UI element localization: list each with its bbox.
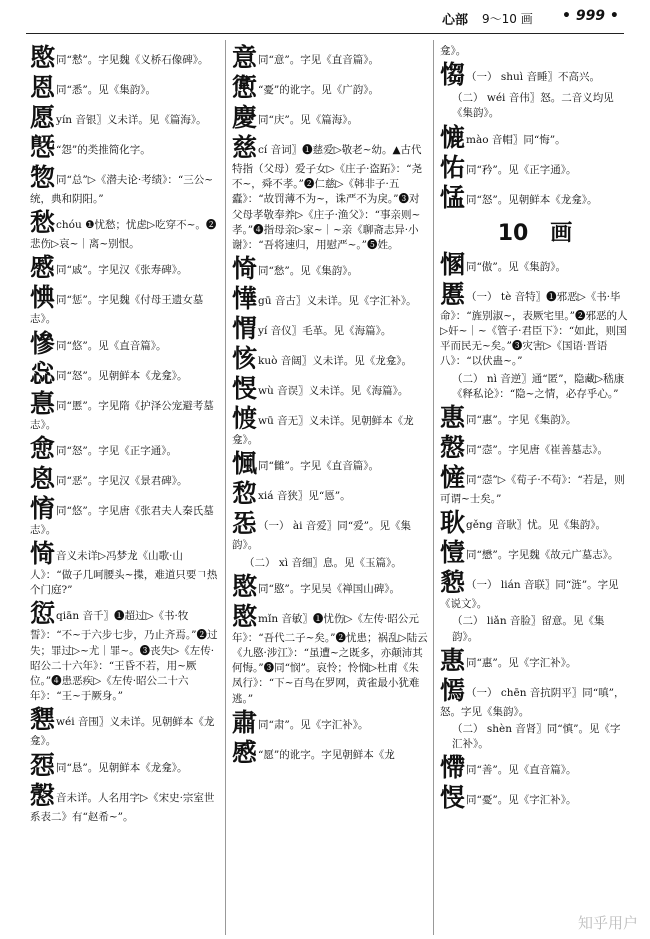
entry-sense: （二） nì 音逆〗通“匿”，隐藏▷嵇康《释私论》：“隐~之情，必存乎心。” <box>452 372 625 400</box>
definition: 同“慭”。字见魏《义桥石像碑》。 <box>56 54 209 66</box>
dictionary-entry <box>232 285 428 313</box>
definition: （一） chēn 音抗阴平〗同“嗔”，怒。字见《集韵》。 <box>440 686 625 718</box>
definition: 同“矜”。见《正字通》。 <box>466 163 577 176</box>
dictionary-entry <box>440 281 630 370</box>
dictionary-entry <box>440 569 630 612</box>
dictionary-entry <box>30 435 220 463</box>
dictionary-entry <box>30 330 220 358</box>
headword: 慶 <box>232 103 258 132</box>
definition: （一） shuì 音睡〗不高兴。 <box>466 71 600 84</box>
headword: 㥜 <box>232 314 258 344</box>
dictionary-entry <box>440 404 630 432</box>
column-3 <box>440 44 630 814</box>
definition: 同“惠”。字见《集韵》。 <box>466 414 577 427</box>
definition: 同“总”▷《潜夫论·考绩》：“三公~统，典和阴阳。” <box>30 174 214 205</box>
headword: 慝 <box>440 279 466 309</box>
headword: 惠 <box>440 645 466 675</box>
definition: cí 音词〗❶慈爱▷敬老~幼。▲古代特指（父母）爱子女▷《庄子·盗跖》：“尧不~，舜不孝。”❷仁慈▷《韩非子·五蠹》：“故罚薄不为~，诛严不为戾。”❸对父母孝敬奉养▷《庄子·渔父》：“事亲则~孝。”❹指母亲▷家~｜~亲《聊斋志异·小谢》：“吾将速归，用慰严~。”❺姓。 <box>232 144 423 252</box>
dictionary-entry <box>30 254 220 282</box>
definition: wù 音误〗义未详。见《海篇》。 <box>258 385 409 398</box>
headword: 㦝 <box>440 568 466 598</box>
page-header <box>0 0 650 38</box>
dictionary-entry <box>232 255 428 283</box>
definition: 同“肃”。见《字汇补》。 <box>258 718 369 731</box>
dictionary-entry <box>30 209 220 252</box>
dictionary-entry <box>232 603 428 707</box>
headword: 慘 <box>30 328 56 358</box>
definition: 同“恶”。字见汉《景君碑》。 <box>56 474 188 487</box>
definition: yí 音仪〗毛革。见《海篇》。 <box>258 325 392 338</box>
definition: 同“傲”。见《集韵》。 <box>466 260 567 273</box>
dictionary-entry <box>440 509 630 537</box>
definition: 同“悫”▷《荀子·不苟》：“若是，则可谓~士矣。” <box>440 474 625 506</box>
stroke-section-title: 10 画 <box>497 220 573 246</box>
definition: “憂”的讹字。见《广韵》。 <box>258 84 380 96</box>
definition: 同“憂”。见《字汇补》。 <box>466 794 577 807</box>
definition: 同“戚”。字见汉《张寿碑》。 <box>56 264 188 277</box>
dictionary-entry <box>30 104 220 132</box>
definition: gěng 音耿〗忧。见《集韵》。 <box>466 519 607 532</box>
definition: 音未详。人名用字▷《宋史·宗室世系表二》有“赵希~”。 <box>30 791 215 823</box>
dictionary-entry <box>30 782 220 825</box>
dictionary-entry <box>232 450 428 478</box>
headword: 恩 <box>30 73 56 102</box>
dictionary-entry <box>232 345 428 373</box>
definition: wū 音无〗义未详。见朝鲜本《龙龛》。 <box>232 415 414 447</box>
definition: （一） ài 音爱〗同“爱”。见《集韵》。 <box>232 520 412 552</box>
dictionary-entry <box>440 754 630 782</box>
column-divider <box>225 40 226 935</box>
dictionary-entry <box>232 405 428 448</box>
dictionary-entry <box>232 709 428 737</box>
definition: 同“意”。字见《直音篇》。 <box>258 54 380 66</box>
headword: 㦃 <box>440 463 466 493</box>
headword: 㦊 <box>232 284 258 314</box>
headword: 㥗 <box>440 783 466 813</box>
definition: （一） lián 音联〗同“涟”。字见《说文》。 <box>440 579 619 611</box>
headword: 𢜬 <box>232 404 258 434</box>
dictionary-entry <box>30 706 220 749</box>
definition: chóu ❶忧愁；忧虑▷吃穿不~。❷悲伤▷哀~｜离~别恨。 <box>30 219 217 251</box>
headword: 㥔 <box>30 493 56 523</box>
entry-continuation: 龛》。 <box>440 45 467 57</box>
dictionary-entry <box>232 44 428 72</box>
dictionary-entry <box>440 784 630 812</box>
entry-sense: （二） wéi 音伟〗怒。二音义均见《集韵》。 <box>452 92 614 120</box>
dictionary-entry <box>232 315 428 343</box>
entry-sense: （二） xì 音细〗息。见《玉篇》。 <box>244 556 402 569</box>
dictionary-entry <box>30 540 220 598</box>
definition: “愿”的讹字。字见朝鲜本《龙 <box>258 748 395 761</box>
dictionary-entry <box>30 600 220 704</box>
headword: 㥗 <box>232 374 258 404</box>
headword: 㥵 <box>440 249 466 279</box>
dictionary-entry <box>440 647 630 675</box>
definition: mǐn 音敏〗❶忧伤▷《左传·昭公元年》：“吾代二子~矣。”❷忧患；祸乱▷陆云《九愍·涉江》：“虽遭~之既多，亦颠沛其何悔。”❸同“悯”。哀怜；怜悯▷杜甫《朱凤行》：“下~百鸟在罗网，黄雀最小犹难逃。” <box>232 612 428 705</box>
dictionary-entry <box>30 74 220 102</box>
definition: 音义未详▷冯梦龙《山歌·山人》：“做子几呵腰头~揲，难道只要𠃍热个门庭?” <box>30 550 218 597</box>
headword: 𢡱 <box>30 780 56 810</box>
stroke-range: 9～10 画 <box>482 12 533 26</box>
headword: 㥼 <box>440 675 466 705</box>
column-divider <box>433 40 434 935</box>
dictionary-entry <box>30 164 220 207</box>
definition: mào 音帽〗同“悔”。 <box>466 133 566 146</box>
dictionary-entry <box>440 184 630 212</box>
dictionary-entry <box>30 390 220 433</box>
dictionary-entry <box>232 134 428 253</box>
dictionary-entry <box>30 495 220 538</box>
entry-sense: （二） shèn 音肾〗同“慎”。见《字汇补》。 <box>452 723 621 751</box>
dictionary-entry <box>232 104 428 132</box>
definition: 同“惠”。见《字汇补》。 <box>466 656 577 669</box>
definition: yín 音银〗义未详。见《篇海》。 <box>56 114 207 126</box>
dictionary-entry <box>232 74 428 102</box>
headword: 惠 <box>440 403 466 433</box>
headword: 㦟 <box>30 705 56 735</box>
definition: 同“恳”。见朝鲜本《龙龛》。 <box>56 761 188 774</box>
headword: 𢟪 <box>30 133 56 162</box>
definition: 同“怒”。字见《正字通》。 <box>56 444 178 457</box>
headword: 㥓 <box>232 254 258 284</box>
headword: 㥻 <box>232 737 258 767</box>
definition: wéi 音围〗义未详。见朝鲜本《龙龛》。 <box>30 716 215 748</box>
column-1 <box>30 44 220 827</box>
definition: 同“怒”。见朝鲜本《龙龛》。 <box>56 369 188 382</box>
dictionary-entry <box>30 134 220 162</box>
header-rule <box>26 33 624 34</box>
definition: 同“慝”。字见隋《护泽公宠避考墓志》。 <box>30 399 214 431</box>
dictionary-entry <box>232 573 428 601</box>
definition: 同“懋”。字见魏《故元广墓志》。 <box>466 549 619 562</box>
headword: 愍 <box>232 601 258 631</box>
dictionary-entry <box>440 124 630 152</box>
entry-sense: （二） liǎn 音脸〗留意。见《集韵》。 <box>452 615 605 643</box>
definition: 同“善”。见《直音篇》。 <box>466 764 577 777</box>
dictionary-entry <box>440 251 630 279</box>
dictionary-entry <box>30 752 220 780</box>
dictionary-entry <box>440 539 630 567</box>
headword: 𢛴 <box>440 182 466 212</box>
headword: 惣 <box>30 163 56 192</box>
definition: 同“悫”。字见唐《崔善墓志》。 <box>466 444 609 457</box>
dictionary-entry <box>440 677 630 720</box>
dictionary-entry <box>30 284 220 327</box>
dictionary-entry <box>232 739 428 767</box>
definition: 同“悠”。字见唐《张君夫人秦氏墓志》。 <box>30 504 214 536</box>
headword: 㥐 <box>30 433 56 463</box>
headword: 肅 <box>232 707 258 737</box>
headword: 慤 <box>440 433 466 463</box>
headword: 㥓 <box>30 539 56 569</box>
definition: 同“愁”。见《集韵》。 <box>258 265 359 278</box>
headword: 愍 <box>232 571 258 601</box>
headword: 𢞁 <box>232 449 258 479</box>
dictionary-entry <box>440 464 630 507</box>
headword: 愆 <box>30 599 56 629</box>
headword: 意 <box>232 43 258 72</box>
headword: 㦇 <box>440 122 466 152</box>
definition: 同“悉”。见《集韵》。 <box>56 84 157 96</box>
headword: 愿 <box>30 103 56 132</box>
headword: 㦣 <box>232 73 258 102</box>
definition: xiá 音狭〗见“㥦”。 <box>258 490 351 503</box>
definition: kuò 音阔〗义未详。见《龙龛》。 <box>258 355 413 368</box>
watermark: 知乎用户 <box>577 914 638 932</box>
headword: 㦉 <box>440 538 466 568</box>
dictionary-entry <box>30 360 220 388</box>
headword: 㤅 <box>232 509 258 539</box>
definition: gū 音古〗义未详。见《字汇补》。 <box>258 295 417 308</box>
headword: 㥮 <box>440 60 466 90</box>
definition: （一） tè 音特〗❶邪恶▷《书·毕命》：“旌别淑~，表厥宅里。”❷邪恶的人▷奸~｜~《管子·君臣下》：“如此，则国平而民无~矣。”❸灾害▷《国语·晋语八》：“以伏蛊~。” <box>440 290 628 368</box>
headword: 㤑 <box>440 152 466 182</box>
column-2 <box>232 44 428 769</box>
headword: 惪 <box>30 388 56 418</box>
definition: qiān 音千〗❶超过▷《书·牧誓》：“不~于六步七步，乃止齐焉。”❷过失；罪过▷~尤｜罪~。❸丧失▷《左传·昭公二十六年》：“王昏不若，用~厥位。”❹患恶疾▷《左传·昭公二十六年》：“王~于厥身。” <box>30 610 218 703</box>
definition: “怨”的类推简化字。 <box>56 144 151 156</box>
dictionary-entry <box>30 44 220 72</box>
dictionary-entry <box>232 375 428 403</box>
dictionary-entry <box>440 154 630 182</box>
headword: 惢 <box>30 358 56 388</box>
definition: 同“怒”。见朝鲜本《龙龛》。 <box>466 193 598 206</box>
headword: 㥎 <box>232 479 258 509</box>
dictionary-entry <box>30 465 220 493</box>
headword: 慈 <box>232 133 258 162</box>
headword: 㤪 <box>30 750 56 780</box>
headword: 耿 <box>440 508 466 538</box>
headword: 愍 <box>30 43 56 72</box>
dictionary-entry <box>440 434 630 462</box>
headword: 愁 <box>30 208 56 238</box>
headword: 㤥 <box>232 344 258 374</box>
definition: 同“悠”。见《直音篇》。 <box>56 339 167 352</box>
definition: 同“惩”。字见魏《付母王遗女墓志》。 <box>30 294 204 326</box>
dictionary-entry <box>232 510 428 553</box>
headword: 恖 <box>30 463 56 493</box>
definition: 同“雠”。字见《直音篇》。 <box>258 460 380 473</box>
headword: 㦅 <box>440 753 466 783</box>
definition: 同“庆”。见《篇海》。 <box>258 114 359 126</box>
page-number: • 999 • <box>562 8 619 24</box>
headword: 慼 <box>30 253 56 283</box>
headword: 㥏 <box>30 283 56 313</box>
dictionary-entry <box>440 61 630 89</box>
section-name: 心部 <box>442 13 469 28</box>
definition: 同“愍”。字见吴《禅国山碑》。 <box>258 582 401 595</box>
dictionary-entry <box>232 480 428 508</box>
